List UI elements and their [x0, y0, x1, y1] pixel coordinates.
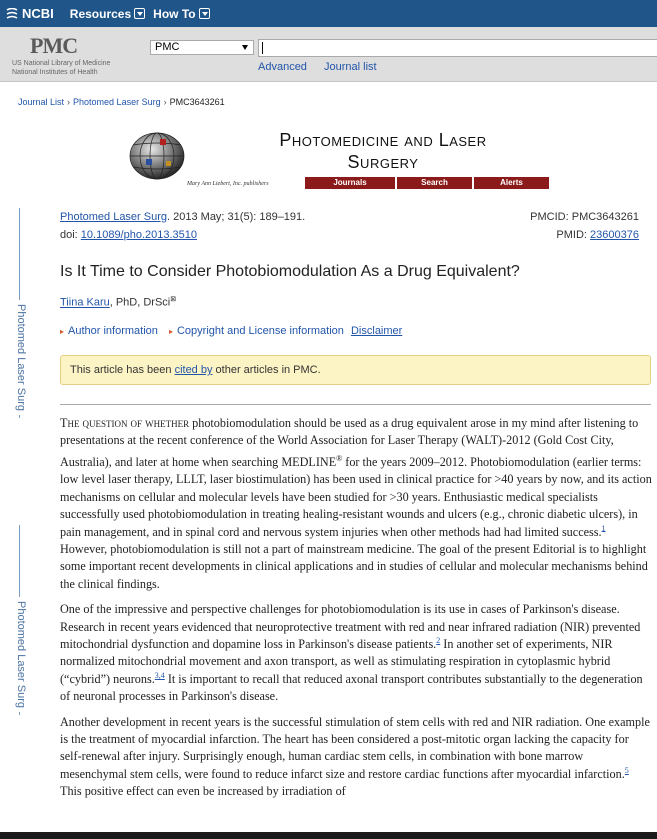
advanced-search-link[interactable]: Advanced [258, 61, 307, 73]
alerts-button[interactable]: Alerts [474, 177, 549, 189]
author-information-toggle[interactable]: Author information [68, 325, 158, 337]
registered-mark: ® [336, 453, 343, 463]
body-text-run: Another development in recent years is the successful stimulation of stem cells with red and NIR radiation. One example is the treatment of myocardial infarction. The heart has been considered a post-mitotic organ lacking the capacity for self-renewal after injury. Surprisingly enough, human cardiac stem cells, in combination with bone marrow mesenchymal stem cells, were found to reduce infarct size and restore cardiac functions after myocardial infarction. [60, 714, 650, 781]
side-journal-label[interactable]: Photomed Laser Surg [13, 300, 27, 415]
chevron-down-icon [134, 8, 145, 19]
footnote-link[interactable]: 1 [601, 523, 606, 533]
notice-text-pre: This article has been [70, 364, 175, 376]
doi-label: doi: [60, 229, 81, 241]
breadcrumb-journal-list[interactable]: Journal List [18, 97, 65, 107]
breadcrumb-journal[interactable]: Photomed Laser Surg [73, 97, 161, 107]
database-select-value: PMC [155, 41, 180, 53]
nlm-text [12, 59, 110, 77]
search-button[interactable]: Search [397, 177, 472, 189]
database-select[interactable] [150, 40, 254, 55]
body-paragraph [60, 415, 652, 593]
citation-right [530, 208, 639, 244]
disclaimer-link[interactable]: Disclaimer [350, 325, 403, 337]
body-paragraph [60, 601, 652, 705]
body-text-run: photobiomodulation should be used as a drug equivalent arose in my mind after listening to presentations at the recent conference of the World Association for Laser Therapy (WALT)-2012 (Gold Cost City, Australia), and later at home when searching MEDLINE [60, 416, 639, 469]
nih-line-2: National Institutes of Health [12, 69, 98, 76]
chevron-down-icon [199, 8, 210, 19]
ncbi-top-bar [0, 0, 657, 27]
body-text-run: This positive effect can even be increased by irradiation of [60, 784, 346, 799]
journal-title-line-2: Surgery [347, 152, 419, 172]
article-title: Is It Time to Consider Photobiomodulation As a Drug Equivalent? [60, 263, 520, 280]
body-text-run: for the years 2009–2012. Photobiomodulation (earlier terms: low level laser therapy, LLLT, laser biostimulation) has been used in clinical practice for >40 years by now, and its action mechanisms on cellular and molecular levels have been studied for >30 years. Enthusiastic medical specialists successfully used photobiomodulation in treating healing-resistant wounds and ulcers (e.g., chronic diabetic ulcers), in pain management, and in spinal cord and nervous system injuries when other methods had had limited success. [60, 454, 652, 539]
ncbi-logo-icon [5, 8, 19, 20]
author-line [60, 295, 176, 309]
howto-label: How To [153, 6, 196, 21]
text-cursor [262, 42, 263, 54]
breadcrumb-separator: › [67, 97, 71, 107]
pmcid-text: PMCID: PMC3643261 [530, 211, 639, 223]
journals-button[interactable]: Journals [305, 177, 395, 189]
info-links [60, 325, 402, 337]
lead-in-text: The question of whether [60, 416, 190, 430]
body-text-run: One of the impressive and perspective challenges for photobiomodulation is its use in cases of Parkinson's disease. Research in recent years evidenced that neuroprotective treatment with red and near infrared radiation (NIR) prevented mitochondrial dysfunction and dopamine loss in Parkinson's disease patients. [60, 602, 641, 651]
ncbi-logo[interactable] [5, 6, 54, 21]
body-text-run: However, photobiomodulation is still not a part of mainstream medicine. The goal of the present Editorial is to highlight some important recent developments in clinical applications and in studies of cellular and molecular mechanisms behind the clinical findings. [60, 541, 648, 591]
citation-journal-line [60, 208, 305, 226]
bottom-bar [0, 832, 657, 839]
publisher-name: Mary Ann Liebert, Inc. publishers [187, 181, 269, 187]
journal-list-link[interactable]: Journal list [324, 61, 377, 73]
resources-menu[interactable] [70, 7, 145, 21]
search-input[interactable] [258, 39, 657, 57]
notice-text-post: other articles in PMC. [212, 364, 321, 376]
footnote-link[interactable]: 5 [624, 765, 629, 775]
expand-triangle-icon: ▸ [60, 327, 65, 336]
howto-menu[interactable] [153, 7, 209, 21]
side-journal-label[interactable]: Photomed Laser Surg [13, 597, 27, 712]
body-text-run: In another set of experiments, NIR normalized mitochondrial movement and axon transport, as well as stimulating respiration in cytoplasmic hybrid (“cybrid”) neurons. [60, 636, 613, 686]
pmid-label: PMID: [556, 229, 591, 241]
cited-by-link[interactable]: cited by [174, 364, 213, 376]
email-icon[interactable]: ⊠ [170, 296, 177, 303]
journal-title-line-1: Photomedicine and Laser [279, 130, 487, 150]
doi-link[interactable]: 10.1089/pho.2013.3510 [80, 229, 198, 241]
footnote-link[interactable]: 2 [436, 635, 441, 645]
pmc-logo[interactable]: PMC [30, 33, 78, 58]
pmid-link[interactable]: 23600376 [590, 229, 639, 241]
cited-by-notice [60, 355, 651, 385]
author-credentials: , PhD, DrSci [109, 296, 171, 309]
pmid-line [530, 226, 639, 244]
section-divider [60, 404, 651, 405]
ncbi-logo-text: NCBI [22, 6, 54, 21]
article-body [60, 415, 652, 809]
citation-journal-link[interactable]: Photomed Laser Surg [60, 211, 168, 223]
pmc-header [0, 27, 657, 82]
citation-doi-line [60, 226, 305, 244]
breadcrumb-current: PMC3643261 [169, 97, 225, 107]
nlm-line-1: US National Library of Medicine [12, 60, 111, 67]
breadcrumb [18, 97, 225, 107]
footnote-link[interactable]: 3,4 [154, 670, 165, 680]
journal-nav-buttons [305, 177, 551, 189]
breadcrumb-separator: › [163, 97, 167, 107]
citation-details: . 2013 May; 31(5): 189–191. [167, 211, 306, 223]
journal-globe-logo [128, 131, 186, 181]
expand-triangle-icon: ▸ [168, 327, 173, 336]
select-arrow-icon [242, 45, 248, 50]
license-information-toggle[interactable]: Copyright and License information [176, 325, 344, 337]
author-link[interactable]: Tiina Karu [60, 296, 110, 309]
header-links [258, 61, 391, 73]
citation-left [60, 208, 305, 244]
body-paragraph [60, 714, 652, 801]
resources-label: Resources [69, 6, 132, 21]
body-text-run: It is important to recall that reduced axonal transport contributes substantially to the degeneration of neuronal processes in Parkinson's disease. [60, 671, 643, 704]
journal-title [252, 129, 514, 173]
